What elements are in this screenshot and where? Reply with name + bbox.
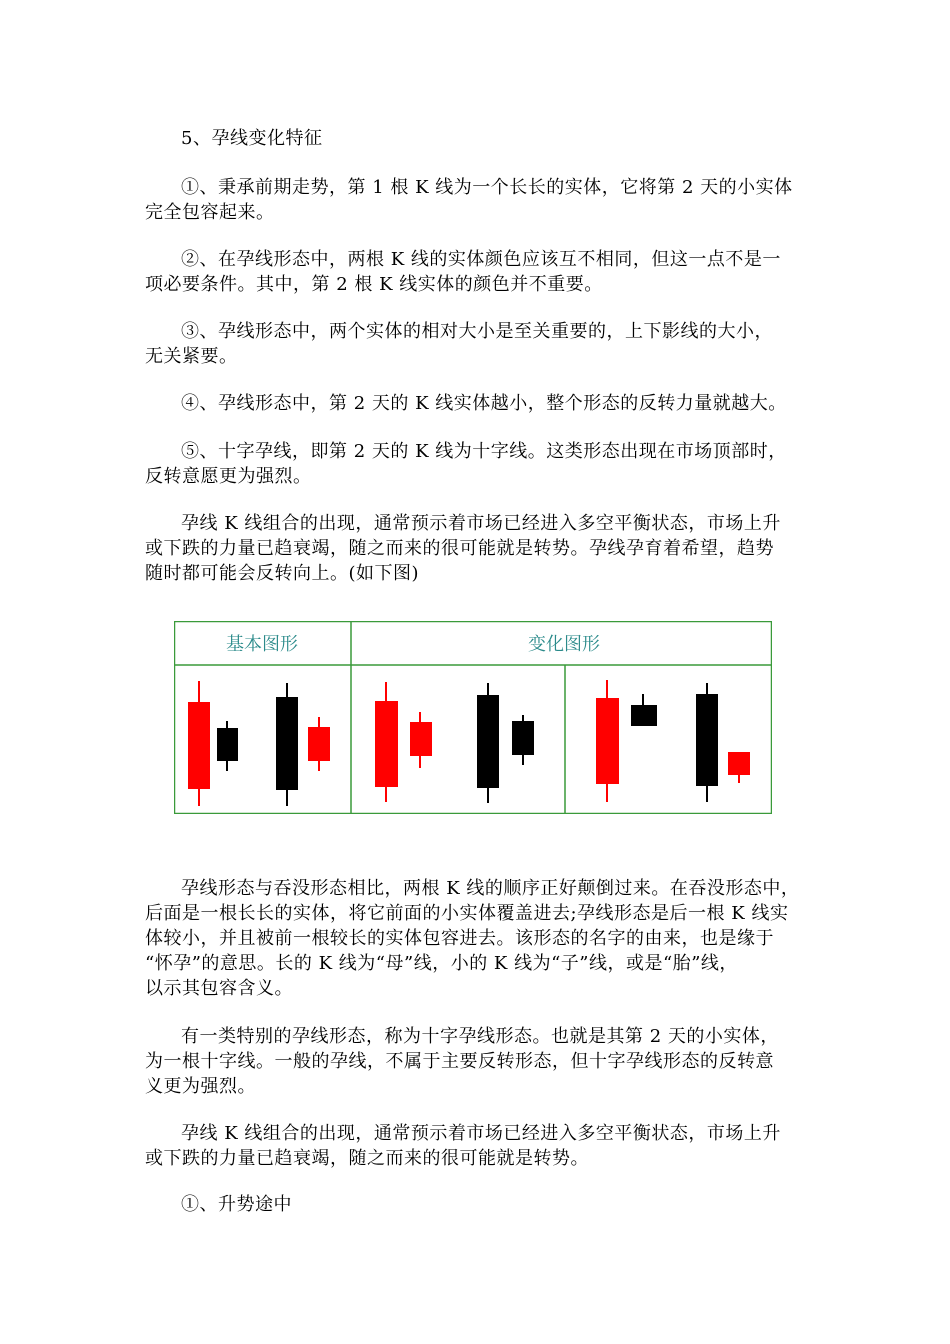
cross-harami-paragraph [145, 1024, 805, 1099]
candle-red-long [596, 680, 619, 802]
point-4 [145, 391, 805, 416]
text-line: 孕线形态与吞没形态相比，两根 K 线的顺序正好颠倒过来。在吞没形态中， [181, 878, 800, 899]
text-line: ⑤、十字孕线，即第 2 天的 K 线为十字线。这类形态出现在市场顶部时， [181, 441, 787, 462]
text-line: ①、秉承前期走势，第 1 根 K 线为一个长长的实体，它将第 2 天的小实体 [181, 177, 793, 198]
text-line: 孕线 K 线组合的出现，通常预示着市场已经进入多空平衡状态，市场上升 [181, 1123, 781, 1144]
text-line: 或下跌的力量已趋衰竭，随之而来的很可能就是转势。 [145, 1148, 589, 1169]
text-line: 义更为强烈。 [145, 1076, 256, 1097]
summary-paragraph-1 [145, 511, 805, 586]
summary-paragraph-2 [145, 1121, 805, 1171]
text-line: 无关紧要。 [145, 346, 238, 367]
point-1 [145, 175, 805, 225]
list-item-uptrend: ①、升势途中 [181, 1194, 292, 1215]
text-line: ③、孕线形态中，两个实体的相对大小是至关重要的，上下影线的大小， [181, 321, 773, 342]
point-3 [145, 319, 805, 369]
text-line: 为一根十字线。一般的孕线，不属于主要反转形态，但十字孕线形态的反转意 [145, 1051, 774, 1072]
text-line: 体较小，并且被前一根较长的实体包容进去。该形态的名字的由来，也是缘于 [145, 928, 774, 949]
compare-paragraph [145, 876, 805, 1001]
text-line: 完全包容起来。 [145, 202, 275, 223]
candle-black-long [276, 683, 298, 806]
header-variation: 变化图形 [528, 634, 600, 655]
candle-black-long [477, 683, 499, 803]
text-line: 孕线 K 线组合的出现，通常预示着市场已经进入多空平衡状态，市场上升 [181, 513, 781, 534]
text-line: 有一类特别的孕线形态，称为十字孕线形态。也就是其第 2 天的小实体， [181, 1026, 779, 1047]
point-5 [145, 439, 805, 489]
text-line: ②、在孕线形态中，两根 K 线的实体颜色应该互不相同，但这一点不是一 [181, 249, 781, 270]
text-line: 随时都可能会反转向上。(如下图) [145, 563, 420, 584]
text-line: “怀孕”的意思。长的 K 线为“母”线，小的 K 线为“子”线，或是“胎”线， [145, 953, 738, 974]
text-line: 后面是一根长长的实体，将它前面的小实体覆盖进去;孕线形态是后一根 K 线实 [145, 903, 789, 924]
section-heading: 5、孕线变化特征 [181, 128, 323, 149]
harami-pattern-figure [174, 621, 772, 814]
candle-black-long [696, 683, 718, 802]
point-2 [145, 247, 805, 297]
text-line: 反转意愿更为强烈。 [145, 466, 312, 487]
text-line: ④、孕线形态中，第 2 天的 K 线实体越小，整个形态的反转力量就越大。 [181, 393, 787, 414]
text-line: 以示其包容含义。 [145, 978, 293, 999]
text-line: 项必要条件。其中，第 2 根 K 线实体的颜色并不重要。 [145, 274, 603, 295]
text-line: 或下跌的力量已趋衰竭，随之而来的很可能就是转势。孕线孕育着希望，趋势 [145, 538, 774, 559]
header-basic: 基本图形 [226, 634, 298, 655]
